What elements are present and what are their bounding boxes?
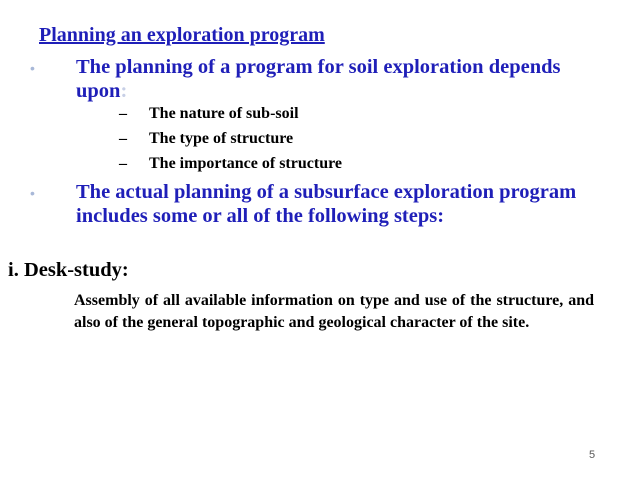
page-number: 5 bbox=[589, 449, 596, 461]
sub-item-label: The nature of sub-soil bbox=[149, 105, 299, 122]
step-body: Assembly of all available information on type and use of the structure, and also of the general topographic and geological character of the site. bbox=[74, 292, 594, 331]
bullet-trailing-colon: : bbox=[120, 80, 128, 102]
dash-marker: – bbox=[119, 155, 127, 172]
sub-item-importance bbox=[119, 155, 342, 173]
bullet-marker: • bbox=[30, 60, 35, 76]
bullet-text: The planning of a program for soil exploration depends upon bbox=[76, 56, 561, 102]
slide-title: Planning an exploration program bbox=[39, 24, 325, 46]
sub-item-label: The type of structure bbox=[149, 130, 294, 147]
sub-item-label: The importance of structure bbox=[149, 155, 342, 172]
dash-marker: – bbox=[119, 130, 127, 147]
step-heading: i. Desk-study: bbox=[8, 259, 129, 281]
bullet-text-actual-planning: The actual planning of a subsurface exploration program includes some or all of the following steps: bbox=[76, 181, 577, 227]
bullet-text-planning bbox=[76, 55, 596, 103]
bullet-marker: • bbox=[30, 185, 35, 201]
dash-marker: – bbox=[119, 105, 127, 122]
sub-item-type bbox=[119, 130, 293, 148]
sub-item-nature bbox=[119, 105, 299, 123]
